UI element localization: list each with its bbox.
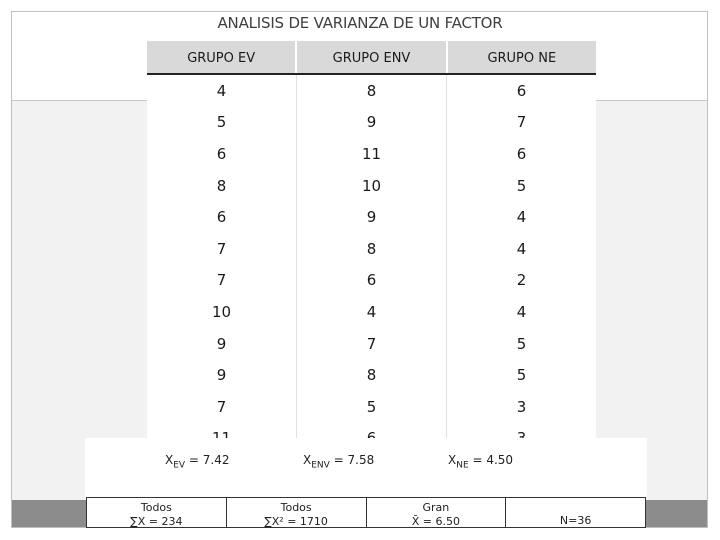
table-cell: 9: [216, 334, 227, 353]
table-body: [147, 75, 596, 454]
table-cell: 7: [216, 397, 227, 416]
table-cell: 10: [296, 170, 446, 202]
table-row: [147, 359, 596, 391]
table-row: [147, 75, 596, 107]
table-cell: 6: [296, 265, 446, 297]
table-cell: 6: [446, 138, 596, 170]
table-cell: 9: [296, 201, 446, 233]
table-cell: 5: [216, 113, 227, 132]
table-cell: 5: [446, 170, 596, 202]
table-row: [147, 265, 596, 297]
table-cell: 4: [296, 296, 446, 328]
table-row: [147, 107, 596, 139]
table-header-row: [147, 41, 596, 75]
means-box: [85, 438, 647, 498]
table-cell: 4: [446, 233, 596, 265]
table-cell: 9: [296, 107, 446, 139]
summary-cell-grand-mean: [366, 498, 506, 527]
mean-env: $X_{ENV} = 7.58$: [303, 453, 375, 471]
table-row: [147, 138, 596, 170]
summary-label: Todos: [280, 501, 312, 514]
table-cell: 8: [296, 359, 446, 391]
table-row: [147, 233, 596, 265]
table-row: [147, 170, 596, 202]
summary-value: X̄ = 6.50: [411, 515, 460, 528]
table-row: [147, 296, 596, 328]
mean-ev: $X_{EV} = 7.42$: [165, 453, 230, 471]
table-cell: 9: [216, 366, 227, 385]
table-row: [147, 328, 596, 360]
table-cell: 4: [446, 201, 596, 233]
summary-label: Todos: [140, 501, 172, 514]
table-cell: 11: [296, 138, 446, 170]
table-cell: 6: [216, 208, 227, 227]
table-cell: 4: [446, 296, 596, 328]
page-title: ANALISIS DE VARIANZA DE UN FACTOR: [217, 14, 503, 32]
table-cell: 3: [446, 391, 596, 423]
summary-value: ∑X² = 1710: [264, 515, 328, 528]
summary-value: ∑X = 234: [130, 515, 183, 528]
table-cell: 7: [446, 107, 596, 139]
summary-value: N=36: [559, 514, 592, 527]
table-cell: 8: [296, 75, 446, 107]
column-header-ev: GRUPO EV: [187, 51, 256, 66]
summary-cell-sum: [87, 498, 226, 527]
summary-label: Gran: [422, 501, 450, 514]
table-cell: 5: [296, 391, 446, 423]
table-cell: 8: [216, 176, 227, 195]
table-cell: 5: [446, 359, 596, 391]
data-table: [147, 41, 596, 454]
table-cell: 7: [216, 271, 227, 290]
table-cell: 7: [216, 239, 227, 258]
table-cell: 8: [296, 233, 446, 265]
column-header-ne: GRUPO NE: [446, 41, 596, 73]
table-cell: 10: [211, 302, 232, 321]
table-cell: 6: [216, 144, 227, 163]
summary-cell-n: [505, 498, 645, 527]
table-cell: 7: [296, 328, 446, 360]
table-cell: 4: [216, 81, 227, 100]
column-header-env: GRUPO ENV: [295, 41, 445, 73]
table-row: [147, 201, 596, 233]
mean-ne: $X_{NE} = 4.50$: [448, 453, 514, 471]
table-cell: 5: [446, 328, 596, 360]
summary-table: [86, 497, 646, 528]
table-cell: 2: [446, 265, 596, 297]
summary-cell-sum-squares: [226, 498, 366, 527]
table-cell: 6: [446, 75, 596, 107]
table-row: [147, 391, 596, 423]
